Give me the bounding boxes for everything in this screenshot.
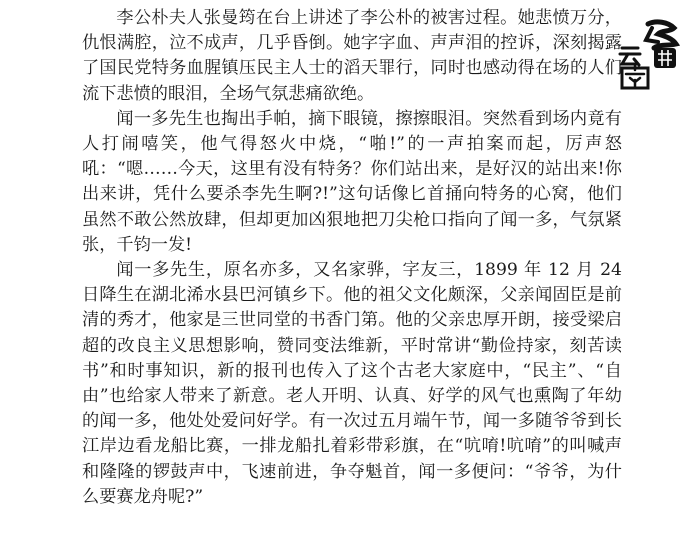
article-body — [82, 6, 622, 510]
paragraph: 闻一多先生也掏出手帕，摘下眼镜，擦擦眼泪。突然看到场内竟有人打闹嘻笑，他气得怒火中烧，“啪!”的一声拍案而起，厉声怒吼：“嗯……今天，这里有没有特务？你们站出来，是好汉的站出来!你出来讲，凭什么要杀李先生啊?!”这句话像匕首捅向特务的心窝，他们虽然不敢公然放肆，但却更加凶狠地把刀尖枪口指向了闻一多，气氛紧张，千钧一发! — [82, 108, 622, 255]
jingdian-yunnan-logo-icon — [618, 18, 680, 90]
paragraph: 李公朴夫人张曼筠在台上讲述了李公朴的被害过程。她悲愤万分，仇恨满腔，泣不成声，几乎昏倒。她字字血、声声泪的控诉，深刻揭露了国民党特务血腥镇压民主人士的滔天罪行，同时也感动得在场的人们流下悲愤的眼泪，全场气氛悲痛欲绝。 — [82, 8, 622, 104]
paragraph: 闻一多先生，原名亦多，又名家骅，字友三，1899 年 12 月 24 日降生在湖北浠水县巴河镇乡下。他的祖父文化颇深，父亲闻固臣是前清的秀才，他家是三世同堂的书香门第。他的父亲忠厚开朗，接受梁启超的改良主义思想影响，赞同变法维新，平时常讲“勤俭持家，刻苦读书”和时事知识，新的报刊也传入了这个古老大家庭中，“民主”、“自由”也给家人带来了新意。老人开明、认真、好学的风气也熏陶了年幼的闻一多，他处处爱问好学。有一次过五月端午节，闻一多随爷爷到长江岸边看龙船比赛，一排龙船扎着彩带彩旗，在“吭唷!吭唷”的叫喊声和隆隆的锣鼓声中，飞速前进，争夺魁首，闻一多便问：“爷爷，为什么要赛龙舟呢?” — [82, 260, 622, 507]
